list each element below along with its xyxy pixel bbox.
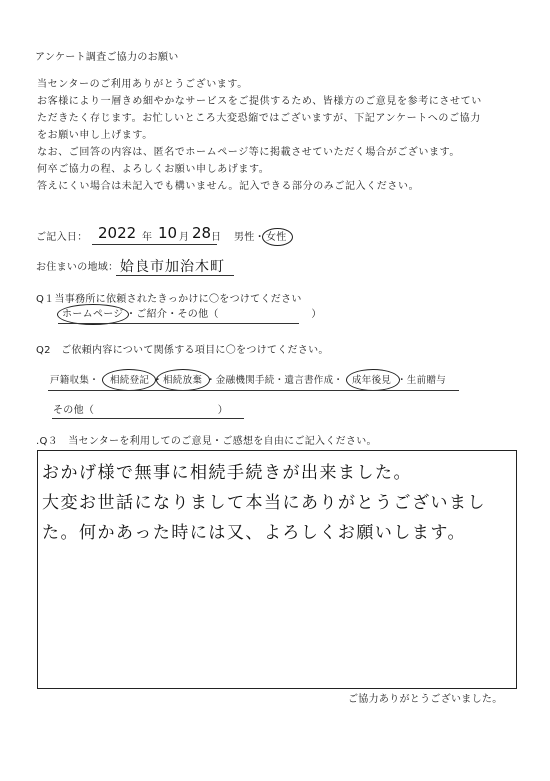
q3-answer-line: た。何かあった時には又、よろしくお願いします。	[42, 523, 466, 543]
fill-date-day[interactable]: 28	[192, 224, 212, 242]
fill-date-label: ご記入日：	[36, 232, 88, 243]
address-label: お住まいの地域：	[36, 262, 119, 273]
q3-text: .Q３ 当センターを利用してのご意見・ご感想を自由にご記入ください。	[36, 436, 377, 447]
q2-text: Q2 ご依頼内容について関係する項目に〇をつけてください。	[36, 345, 329, 356]
intro-line: お客様により一層きめ細やかなサービスをご提供するため、皆様方のご意見を参考にさせてい	[37, 96, 482, 107]
address-underline	[116, 275, 234, 276]
footer-thanks: ご協力ありがとうございました。	[348, 694, 503, 705]
q2-circle-souzoku-touki	[102, 369, 156, 391]
q2-circle-seinen-kouken	[346, 369, 400, 391]
q2-other[interactable]: その他（ ）	[53, 405, 229, 416]
intro-line: ただきたく存じます。お忙しいところ大変恐縮ではございますが、下記アンケートへのご協力	[37, 113, 481, 124]
fill-date-year-unit: 年	[142, 232, 153, 243]
q1-text: Q１当事務所に依頼されたきっかけに〇をつけてください	[36, 294, 302, 305]
q1-option-homepage[interactable]: ホームページ	[62, 309, 124, 320]
q2-option-koseki[interactable]: 戸籍収集・	[50, 375, 100, 386]
gender-label: 男性・	[234, 232, 265, 243]
q3-answer-line: 大変お世話になりまして本当にありがとうございまし	[42, 493, 486, 513]
q2-circle-souzoku-houki	[156, 369, 210, 391]
page-title: アンケート調査ご協力のお願い	[35, 52, 179, 63]
q2-option-seizen-zouyo[interactable]: ・生前贈与	[397, 375, 447, 386]
fill-date-year[interactable]: 2022	[98, 224, 137, 242]
q2-options-underline	[48, 390, 459, 391]
address-value[interactable]: 姶良市加治木町	[120, 259, 225, 275]
q2-other-underline	[52, 418, 244, 419]
intro-line: をお願い申し上げます。	[37, 130, 153, 141]
gender-selection-circle	[262, 228, 293, 246]
q3-answer-box[interactable]	[37, 450, 517, 689]
q1-underline	[58, 323, 299, 324]
intro-line: 答えにくい場合は未記入でも構いません。記入できる部分のみご記入ください。	[37, 181, 420, 192]
q1-other-options[interactable]: ・ご紹介・その他（ ）	[126, 309, 322, 320]
fill-date-month-unit: 月	[179, 232, 190, 243]
q2-option-seinen-kouken[interactable]: 成年後見	[352, 375, 392, 386]
q2-option-souzoku-houki[interactable]: 相続放棄	[163, 375, 203, 386]
q2-options-middle[interactable]: ・金融機関手続・遺言書作成・	[206, 375, 344, 386]
fill-date-day-unit: 日	[211, 232, 222, 243]
q3-answer-line: おかげ様で無事に相続手続きが出来ました。	[42, 463, 412, 483]
fill-date-month[interactable]: 10	[158, 224, 178, 242]
fill-date-underline	[92, 244, 217, 245]
q2-option-souzoku-touki[interactable]: 相続登記	[110, 375, 150, 386]
q1-selection-circle	[57, 304, 129, 325]
intro-line: なお、ご回答の内容は、匿名でホームページ等に掲載させていただく場合がございます。	[37, 147, 460, 158]
intro-line: 何卒ご協力の程、よろしくお願い申しあげます。	[37, 164, 270, 175]
intro-line: 当センターのご利用ありがとうございます。	[37, 79, 248, 90]
q2-separator: ・	[153, 375, 163, 386]
gender-female-option[interactable]: 女性	[266, 232, 287, 243]
